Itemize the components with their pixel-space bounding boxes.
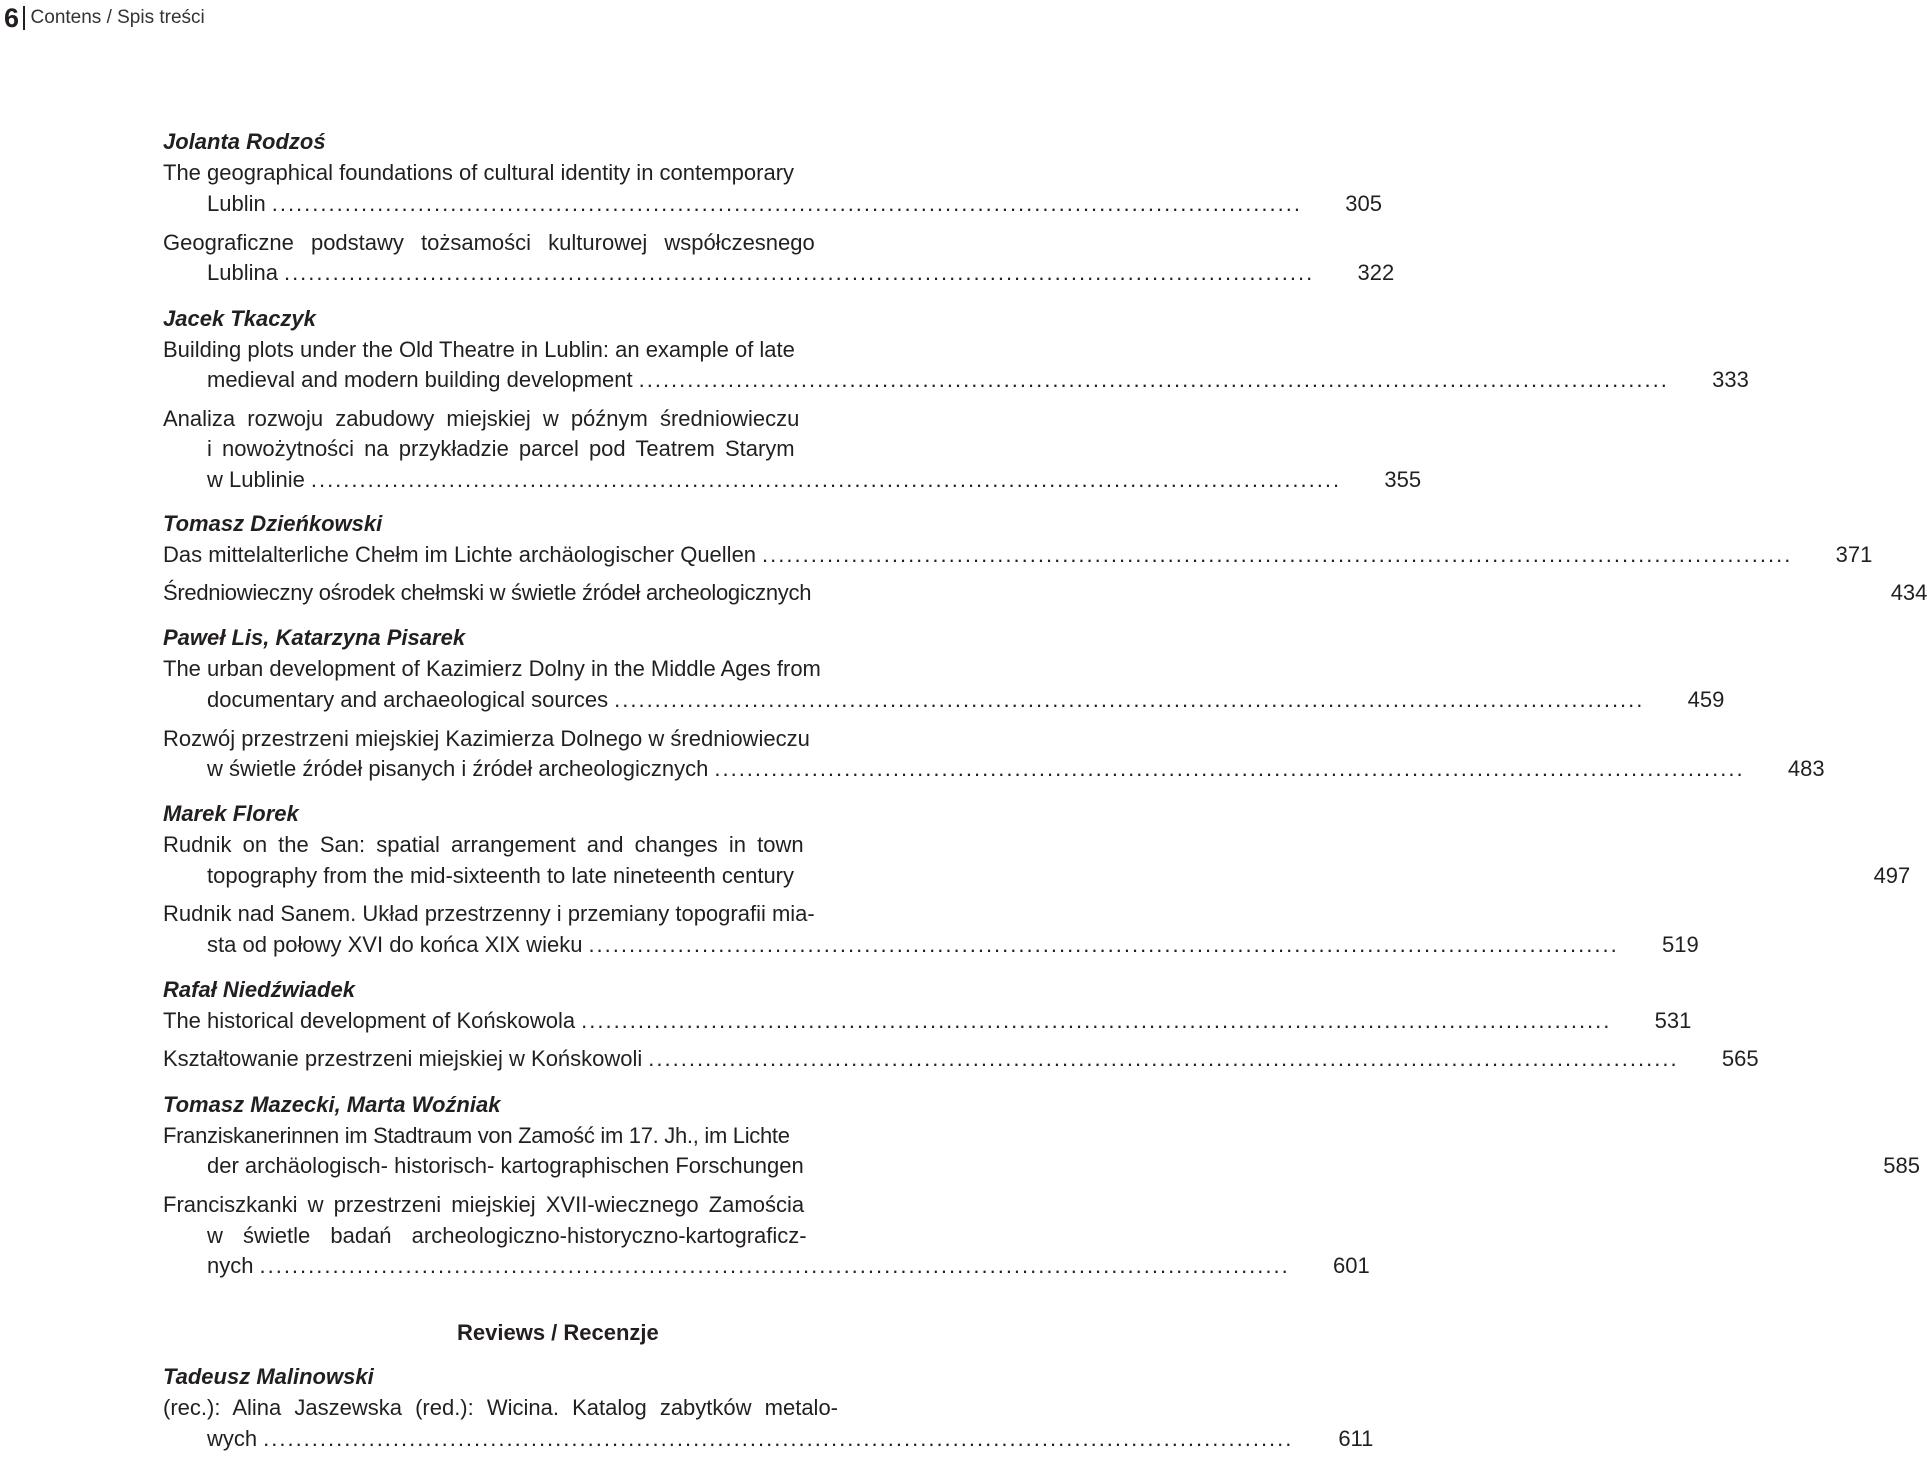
page-ref: 355 xyxy=(1384,467,1422,492)
toc-entry-line: Building plots under the Old Theatre in Lublin: an example of late xyxy=(163,337,795,362)
toc-entry-line: Rozwój przestrzeni miejskiej Kazimierza Dolnego w średniowieczu xyxy=(163,726,810,751)
toc-entry-line: w świetle badań archeologiczno-historyczno-kartograficz- xyxy=(207,1223,807,1248)
toc-entry[interactable] xyxy=(163,578,1927,608)
toc-entry-title: w świetle źródeł pisanych i źródeł archeologicznych xyxy=(207,756,709,781)
toc-entry-line: Franciszkanki w przestrzeni miejskiej XVII-wiecznego Zamościa xyxy=(163,1192,805,1217)
toc-entry[interactable] xyxy=(163,540,1873,570)
toc-entry-title: der archäologisch- historisch- kartographischen Forschungen xyxy=(207,1153,804,1178)
page-ref: 434 xyxy=(1890,580,1927,605)
dot-leader: ............................................................................................................................... xyxy=(283,260,1315,285)
toc-entry-title: Kształtowanie przestrzeni miejskiej w Końskowoli xyxy=(163,1046,643,1071)
author-name: Tomasz Mazecki, Marta Woźniak xyxy=(163,1092,501,1117)
toc-entry[interactable] xyxy=(207,1424,1374,1454)
toc-entry-line: The urban development of Kazimierz Dolny in the Middle Ages from xyxy=(163,656,821,681)
toc-entry-title: Das mittelalterliche Chełm im Lichte archäologischer Quellen xyxy=(163,542,757,567)
toc-entry[interactable] xyxy=(163,1006,1692,1036)
author-name: Jacek Tkaczyk xyxy=(163,306,316,331)
dot-leader: ............................................................................................................................... xyxy=(259,1253,1290,1278)
dot-leader: ............................................................................................................................... xyxy=(581,1008,1612,1033)
toc-entry[interactable] xyxy=(207,1251,1370,1281)
page-ref: 497 xyxy=(1873,863,1911,888)
toc-entry[interactable] xyxy=(163,1044,1759,1074)
header-divider xyxy=(23,6,25,30)
toc-entry[interactable] xyxy=(207,754,1825,784)
header-title: Contens / Spis treści xyxy=(30,7,205,28)
section-heading: Reviews / Recenzje xyxy=(457,1320,659,1345)
toc-entry-line: Analiza rozwoju zabudowy miejskiej w późnym średniowieczu xyxy=(163,406,800,431)
dot-leader: ............................................................................................................................... xyxy=(263,1426,1294,1451)
toc-entry-title: Średniowieczny ośrodek chełmski w świetle źródeł archeologicznych xyxy=(163,580,812,605)
dot-leader: ............................................................................................................................... xyxy=(310,467,1342,492)
page-ref: 459 xyxy=(1687,687,1725,712)
toc-entry-title: w Lublinie xyxy=(207,467,305,492)
toc-entry-title: sta od połowy XVI do końca XIX wieku xyxy=(207,932,583,957)
toc-entry[interactable] xyxy=(207,861,1911,891)
toc-entry[interactable] xyxy=(207,365,1749,395)
dot-leader: ............................................................................................................................... xyxy=(762,542,1793,567)
toc-entry-title: Lublina xyxy=(207,260,278,285)
author-name: Marek Florek xyxy=(163,801,299,826)
toc-entry-title: documentary and archaeological sources xyxy=(207,687,609,712)
toc-entry[interactable] xyxy=(207,685,1725,715)
page-ref: 322 xyxy=(1357,260,1395,285)
toc-entry-line: (rec.): Alina Jaszewska (red.): Wicina. Katalog zabytków metalo- xyxy=(163,1395,839,1420)
toc-entry-line: Rudnik nad Sanem. Układ przestrzenny i przemiany topografii mia- xyxy=(163,901,815,926)
toc-entry-title: wych xyxy=(207,1426,258,1451)
page-ref: 305 xyxy=(1345,191,1382,216)
author-name: Tadeusz Malinowski xyxy=(163,1364,374,1389)
toc-entry[interactable] xyxy=(207,930,1699,960)
page-ref: 565 xyxy=(1721,1046,1759,1071)
toc-entry[interactable] xyxy=(207,189,1382,219)
page-ref: 483 xyxy=(1787,756,1825,781)
page-ref: 519 xyxy=(1661,932,1699,957)
page-ref: 601 xyxy=(1333,1253,1370,1278)
dot-leader: ............................................................................................................................... xyxy=(638,367,1669,392)
toc-entry-title: medieval and modern building development xyxy=(207,367,633,392)
page-ref: 531 xyxy=(1654,1008,1692,1033)
dot-leader: ............................................................................................................................... xyxy=(714,756,1745,781)
toc-entry-line: Rudnik on the San: spatial arrangement and changes in town xyxy=(163,832,804,857)
dot-leader: ............................................................................................................................... xyxy=(648,1046,1679,1071)
page-ref: 333 xyxy=(1712,367,1749,392)
running-header xyxy=(4,3,205,33)
toc-entry[interactable] xyxy=(207,1151,1921,1181)
author-name: Paweł Lis, Katarzyna Pisarek xyxy=(163,625,466,650)
page-number: 6 xyxy=(4,3,20,33)
toc-entry[interactable] xyxy=(207,258,1395,288)
page-ref: 611 xyxy=(1338,1426,1374,1451)
dot-leader: ............................................................................................................................... xyxy=(614,687,1645,712)
page-ref: 371 xyxy=(1835,542,1873,567)
toc-entry-line: The geographical foundations of cultural identity in contemporary xyxy=(163,160,795,185)
toc-entry-line: i nowożytności na przykładzie parcel pod Teatrem Starym xyxy=(207,436,795,461)
toc-entry-line: Franziskanerinnen im Stadtraum von Zamość im 17. Jh., im Lichte xyxy=(163,1123,790,1148)
dot-leader: ............................................................................................................................... xyxy=(588,932,1619,957)
author-name: Tomasz Dzieńkowski xyxy=(163,511,383,536)
author-name: Rafał Niedźwiadek xyxy=(163,977,355,1002)
dot-leader: ............................................................................................................................... xyxy=(271,191,1302,216)
toc-entry-title: topography from the mid-sixteenth to late nineteenth century xyxy=(207,863,795,888)
toc-entry[interactable] xyxy=(207,465,1422,495)
toc-entry-title: nych xyxy=(207,1253,254,1278)
toc-entry-title: Lublin xyxy=(207,191,266,216)
toc-entry-line: Geograficzne podstawy tożsamości kulturowej współczesnego xyxy=(163,230,815,255)
author-name: Jolanta Rodzoś xyxy=(163,129,326,154)
page-ref: 585 xyxy=(1883,1153,1921,1178)
toc-entry-title: The historical development of Końskowola xyxy=(163,1008,576,1033)
